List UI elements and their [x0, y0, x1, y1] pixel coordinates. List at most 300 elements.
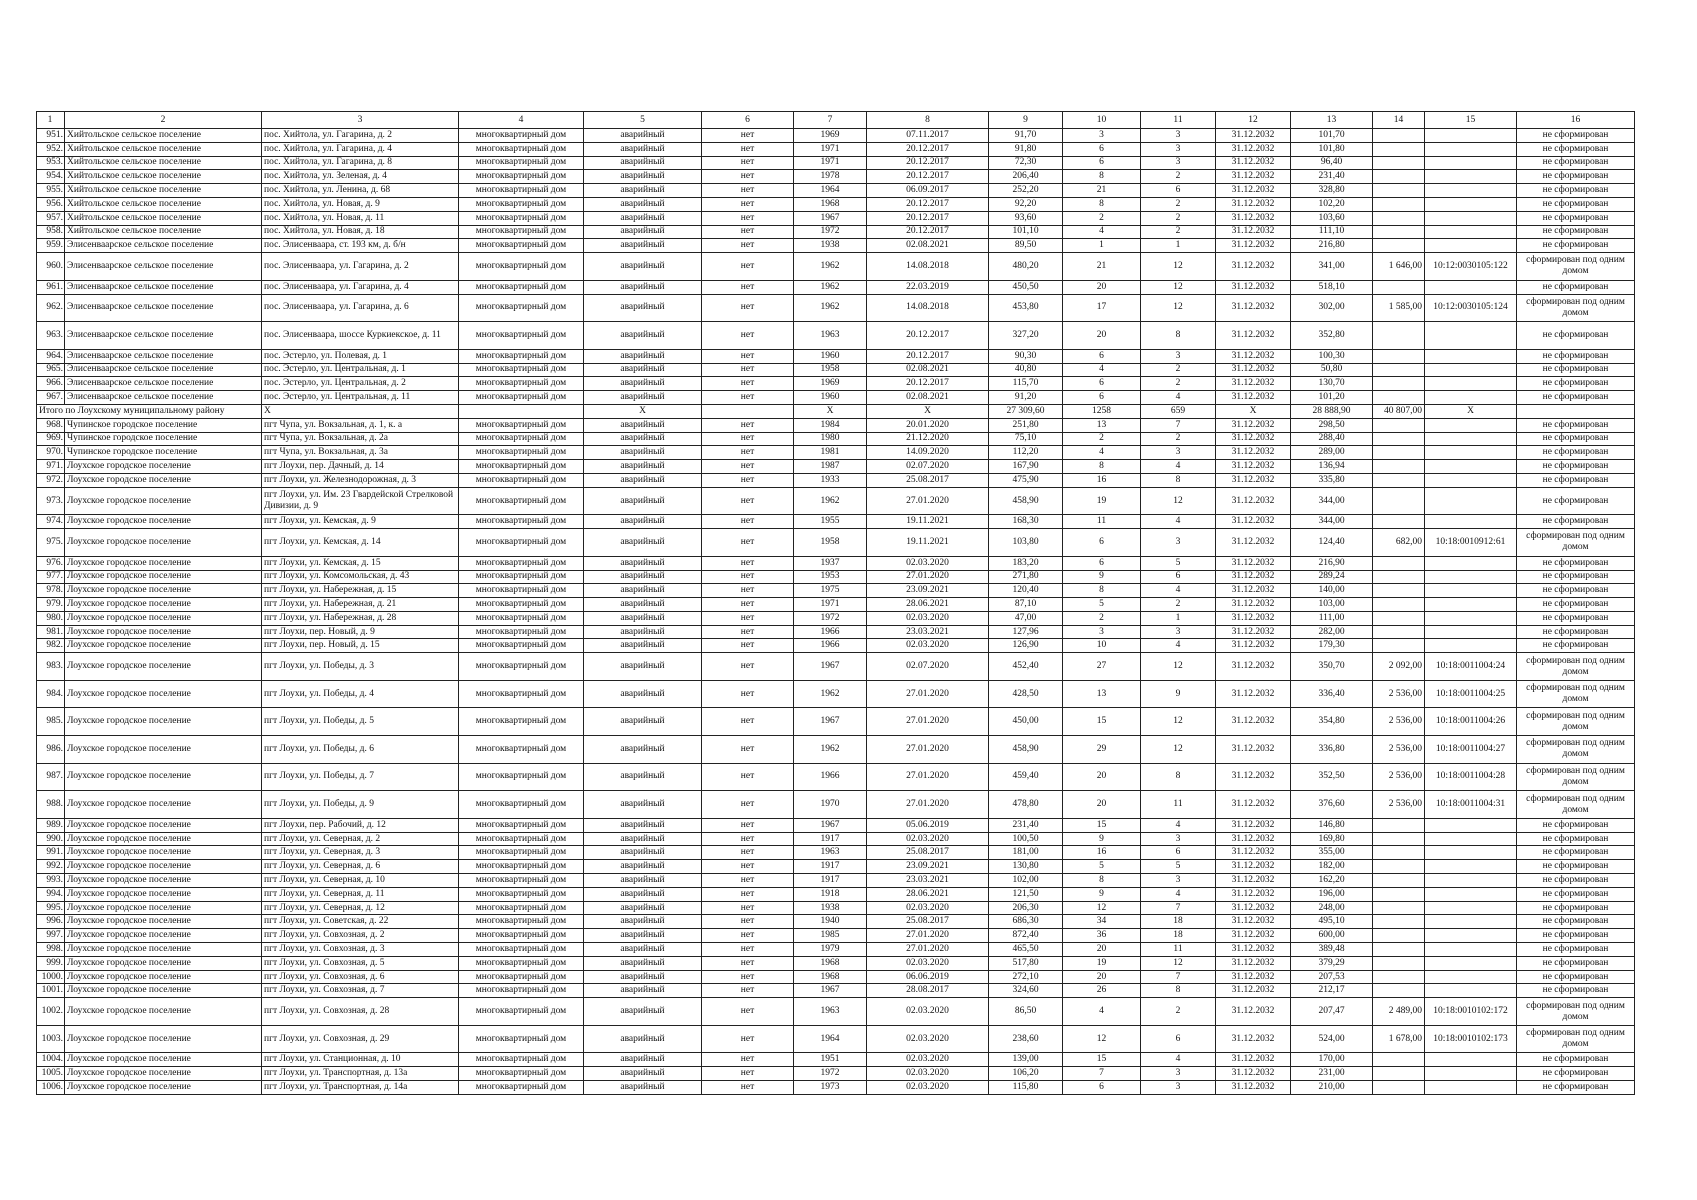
table-cell [1373, 571, 1425, 585]
table-row [37, 1067, 1635, 1081]
table-cell: 972. [37, 474, 65, 488]
table-cell: 31.12.2032 [1216, 281, 1291, 295]
table-cell: 1951 [794, 1053, 867, 1067]
table-cell: многоквартирный дом [459, 874, 584, 888]
table-cell: пгт Лоухи, ул. Совхозная, д. 5 [262, 957, 459, 971]
table-cell: многоквартирный дом [459, 515, 584, 529]
table-cell: 993. [37, 874, 65, 888]
table-cell: пос. Хийтола, ул. Зеленая, д. 4 [262, 170, 459, 184]
table-cell: 34 [1063, 915, 1141, 929]
table-cell: 02.07.2020 [867, 653, 989, 681]
table-cell: 12 [1141, 957, 1216, 971]
table-cell [1373, 460, 1425, 474]
table-cell: 20.12.2017 [867, 322, 989, 350]
table-cell [1425, 639, 1517, 653]
table-cell: многоквартирный дом [459, 764, 584, 792]
table-cell: не сформирован [1517, 364, 1635, 378]
table-cell: 289,24 [1291, 571, 1373, 585]
table-cell: 23.09.2021 [867, 860, 989, 874]
table-cell: пгт Лоухи, ул. Совхозная, д. 7 [262, 984, 459, 998]
table-cell: 02.03.2020 [867, 639, 989, 653]
table-cell: 14.08.2018 [867, 253, 989, 281]
table-cell: 8 [1141, 764, 1216, 792]
table-cell [1373, 860, 1425, 874]
table-cell: 954. [37, 170, 65, 184]
table-cell: 1973 [794, 1081, 867, 1095]
table-cell: Лоухское городское поселение [65, 653, 262, 681]
table-row [37, 474, 1635, 488]
table-cell: пгт Лоухи, ул. Победы, д. 9 [262, 791, 459, 819]
table-cell: 2 536,00 [1373, 764, 1425, 792]
table-cell: сформирован под одним домом [1517, 764, 1635, 792]
table-cell: Лоухское городское поселение [65, 943, 262, 957]
table-cell: 3 [1141, 626, 1216, 640]
table-row [37, 212, 1635, 226]
table-cell: 10:18:0011004:28 [1425, 764, 1517, 792]
table-cell [1373, 1053, 1425, 1067]
table-cell: 31.12.2032 [1216, 915, 1291, 929]
table-cell: многоквартирный дом [459, 239, 584, 253]
table-cell: 31.12.2032 [1216, 833, 1291, 847]
table-cell: 458,90 [989, 736, 1063, 764]
table-cell: 959. [37, 239, 65, 253]
table-cell: многоквартирный дом [459, 915, 584, 929]
table-cell: 02.08.2021 [867, 391, 989, 405]
table-cell: 20.12.2017 [867, 212, 989, 226]
table-cell: не сформирован [1517, 1081, 1635, 1095]
table-cell: 31.12.2032 [1216, 888, 1291, 902]
table-cell: 1 [1141, 239, 1216, 253]
table-cell: 1962 [794, 253, 867, 281]
table-cell: многоквартирный дом [459, 846, 584, 860]
table-cell: 975. [37, 529, 65, 557]
table-cell: нет [702, 860, 794, 874]
table-cell: 1967 [794, 819, 867, 833]
table-cell: многоквартирный дом [459, 998, 584, 1026]
table-cell: 1967 [794, 708, 867, 736]
table-cell: 27.01.2020 [867, 929, 989, 943]
table-cell [1373, 170, 1425, 184]
table-cell: 324,60 [989, 984, 1063, 998]
table-cell: аварийный [584, 957, 702, 971]
table-cell: 28.06.2021 [867, 598, 989, 612]
table-cell: Лоухское городское поселение [65, 860, 262, 874]
table-cell: многоквартирный дом [459, 350, 584, 364]
table-cell: 991. [37, 846, 65, 860]
table-cell: 982. [37, 639, 65, 653]
table-cell: 12 [1141, 653, 1216, 681]
table-cell: 47,00 [989, 612, 1063, 626]
table-cell: Лоухское городское поселение [65, 1067, 262, 1081]
table-cell: нет [702, 915, 794, 929]
table-row [37, 446, 1635, 460]
table-cell: не сформирован [1517, 612, 1635, 626]
table-cell: нет [702, 1053, 794, 1067]
table-cell: 31.12.2032 [1216, 1053, 1291, 1067]
table-cell: нет [702, 157, 794, 171]
table-cell: 4 [1063, 226, 1141, 240]
table-cell [1425, 391, 1517, 405]
table-cell: 91,20 [989, 391, 1063, 405]
total-label: Итого по Лоухскому муниципальному району [37, 405, 262, 419]
table-cell: Лоухское городское поселение [65, 1053, 262, 1067]
table-cell: сформирован под одним домом [1517, 295, 1635, 323]
table-cell: 20 [1063, 791, 1141, 819]
table-cell: Лоухское городское поселение [65, 736, 262, 764]
table-cell: 336,80 [1291, 736, 1373, 764]
table-cell: многоквартирный дом [459, 571, 584, 585]
table-cell: 1006. [37, 1081, 65, 1095]
table-row [37, 170, 1635, 184]
table-row [37, 377, 1635, 391]
table-cell [1425, 322, 1517, 350]
table-cell: 475,90 [989, 474, 1063, 488]
table-cell: многоквартирный дом [459, 1026, 584, 1054]
table-cell: 02.03.2020 [867, 833, 989, 847]
table-row [37, 888, 1635, 902]
table-cell: 16 [1063, 846, 1141, 860]
table-header-row [37, 112, 1635, 129]
table-row [37, 1026, 1635, 1054]
table-cell: многоквартирный дом [459, 433, 584, 447]
table-cell: 989. [37, 819, 65, 833]
table-cell: 111,00 [1291, 612, 1373, 626]
table-cell: 26 [1063, 984, 1141, 998]
table-cell: 31.12.2032 [1216, 1026, 1291, 1054]
table-header-cell: 13 [1291, 112, 1373, 129]
table-cell: Лоухское городское поселение [65, 833, 262, 847]
table-cell: 20.12.2017 [867, 377, 989, 391]
table-cell: аварийный [584, 212, 702, 226]
table-cell: 183,20 [989, 557, 1063, 571]
table-cell: Лоухское городское поселение [65, 529, 262, 557]
table-cell: 31.12.2032 [1216, 1081, 1291, 1095]
table-cell: 210,00 [1291, 1081, 1373, 1095]
table-cell: 212,17 [1291, 984, 1373, 998]
table-cell: 872,40 [989, 929, 1063, 943]
table-cell: 994. [37, 888, 65, 902]
table-cell: 11 [1063, 515, 1141, 529]
table-cell: 6 [1063, 350, 1141, 364]
table-cell: 06.06.2019 [867, 971, 989, 985]
table-cell [1425, 626, 1517, 640]
table-header-cell: 15 [1425, 112, 1517, 129]
table-cell: 1258 [1063, 405, 1141, 419]
table-cell: 207,53 [1291, 971, 1373, 985]
table-cell: 21.12.2020 [867, 433, 989, 447]
table-cell: аварийный [584, 253, 702, 281]
table-cell: нет [702, 874, 794, 888]
table-cell: многоквартирный дом [459, 1067, 584, 1081]
table-cell: 93,60 [989, 212, 1063, 226]
table-cell: Элисенваарское сельское поселение [65, 350, 262, 364]
table-cell: 987. [37, 764, 65, 792]
table-cell: пос. Эстерло, ул. Центральная, д. 2 [262, 377, 459, 391]
table-cell: Лоухское городское поселение [65, 1081, 262, 1095]
table-cell: 376,60 [1291, 791, 1373, 819]
table-cell: нет [702, 612, 794, 626]
table-cell: 3 [1141, 157, 1216, 171]
table-cell: многоквартирный дом [459, 1081, 584, 1095]
table-cell: 100,50 [989, 833, 1063, 847]
table-cell: 90,30 [989, 350, 1063, 364]
table-cell: 31.12.2032 [1216, 681, 1291, 709]
table-cell [1425, 433, 1517, 447]
table-cell: Лоухское городское поселение [65, 681, 262, 709]
table-cell: 2 [1141, 212, 1216, 226]
table-cell: пгт Чупа, ул. Вокзальная, д. 3а [262, 446, 459, 460]
table-row [37, 929, 1635, 943]
table-cell: аварийный [584, 157, 702, 171]
table-cell: не сформирован [1517, 888, 1635, 902]
table-cell: 248,00 [1291, 902, 1373, 916]
table-cell: нет [702, 943, 794, 957]
table-cell [1373, 350, 1425, 364]
table-cell [1373, 846, 1425, 860]
table-cell: пос. Хийтола, ул. Новая, д. 9 [262, 198, 459, 212]
table-cell: 6 [1063, 377, 1141, 391]
table-cell: аварийный [584, 819, 702, 833]
table-row [37, 322, 1635, 350]
table-cell: 1003. [37, 1026, 65, 1054]
table-cell: нет [702, 460, 794, 474]
table-cell [1373, 377, 1425, 391]
table-cell: 344,00 [1291, 515, 1373, 529]
table-row [37, 198, 1635, 212]
table-cell [1373, 239, 1425, 253]
table-cell: многоквартирный дом [459, 474, 584, 488]
table-cell: сформирован под одним домом [1517, 998, 1635, 1026]
table-cell: 1964 [794, 184, 867, 198]
table-cell: 956. [37, 198, 65, 212]
table-cell: 31.12.2032 [1216, 598, 1291, 612]
table-cell: 02.03.2020 [867, 957, 989, 971]
table-row [37, 419, 1635, 433]
table-cell [1425, 350, 1517, 364]
table-cell: 9 [1063, 888, 1141, 902]
table-cell: Лоухское городское поселение [65, 639, 262, 653]
table-cell: 4 [1141, 460, 1216, 474]
table-cell: Лоухское городское поселение [65, 957, 262, 971]
table-cell: не сформирован [1517, 198, 1635, 212]
table-cell: пгт Лоухи, ул. Кемская, д. 14 [262, 529, 459, 557]
table-cell: пос. Хийтола, ул. Новая, д. 11 [262, 212, 459, 226]
table-cell: 4 [1141, 639, 1216, 653]
table-cell: 19 [1063, 488, 1141, 516]
table-cell: Лоухское городское поселение [65, 984, 262, 998]
table-cell: Лоухское городское поселение [65, 488, 262, 516]
table-cell: Х [1216, 405, 1291, 419]
table-cell: 282,00 [1291, 626, 1373, 640]
table-row [37, 143, 1635, 157]
table-cell: Лоухское городское поселение [65, 474, 262, 488]
table-cell: пгт Лоухи, ул. Станционная, д. 10 [262, 1053, 459, 1067]
table-cell: 964. [37, 350, 65, 364]
table-cell: 2 [1141, 364, 1216, 378]
table-cell: нет [702, 488, 794, 516]
table-cell: 21 [1063, 184, 1141, 198]
table-cell [1373, 474, 1425, 488]
table-cell: пгт Лоухи, ул. Кемская, д. 15 [262, 557, 459, 571]
table-cell: Лоухское городское поселение [65, 888, 262, 902]
table-cell: 31.12.2032 [1216, 626, 1291, 640]
table-cell: 75,10 [989, 433, 1063, 447]
table-cell: аварийный [584, 515, 702, 529]
table-cell [1425, 226, 1517, 240]
table-cell: аварийный [584, 377, 702, 391]
table-cell: 524,00 [1291, 1026, 1373, 1054]
table-cell [1373, 281, 1425, 295]
table-cell: 31.12.2032 [1216, 433, 1291, 447]
table-cell: пос. Элисенваара, ст. 193 км, д. б/н [262, 239, 459, 253]
table-cell: 130,70 [1291, 377, 1373, 391]
table-cell: 115,70 [989, 377, 1063, 391]
table-cell: 207,47 [1291, 998, 1373, 1026]
table-cell [459, 405, 584, 419]
table-cell [1425, 239, 1517, 253]
table-cell: не сформирован [1517, 571, 1635, 585]
table-cell: аварийный [584, 1067, 702, 1081]
table-cell: 5 [1141, 557, 1216, 571]
table-cell: многоквартирный дом [459, 226, 584, 240]
table-cell: 20.01.2020 [867, 419, 989, 433]
table-cell: Элисенваарское сельское поселение [65, 322, 262, 350]
table-cell: нет [702, 1081, 794, 1095]
table-cell: 10:12:0030105:122 [1425, 253, 1517, 281]
table-cell: 31.12.2032 [1216, 874, 1291, 888]
table-cell: 251,80 [989, 419, 1063, 433]
table-cell: пгт Лоухи, ул. Им. 23 Гвардейской Стрелковой Дивизии, д. 9 [262, 488, 459, 516]
table-cell: 1 646,00 [1373, 253, 1425, 281]
table-cell: пгт Лоухи, ул. Транспортная, д. 13а [262, 1067, 459, 1081]
table-cell: 2 [1141, 170, 1216, 184]
table-cell [1425, 281, 1517, 295]
table-cell: 998. [37, 943, 65, 957]
table-cell: 1917 [794, 874, 867, 888]
table-cell: 02.03.2020 [867, 998, 989, 1026]
table-row [37, 984, 1635, 998]
table-cell: 2 536,00 [1373, 791, 1425, 819]
table-cell: 91,70 [989, 129, 1063, 143]
table-cell [1373, 212, 1425, 226]
table-cell: нет [702, 846, 794, 860]
table-cell: 973. [37, 488, 65, 516]
table-cell: Лоухское городское поселение [65, 902, 262, 916]
table-cell [1425, 557, 1517, 571]
table-cell: многоквартирный дом [459, 322, 584, 350]
table-cell: не сформирован [1517, 626, 1635, 640]
table-cell: 1937 [794, 557, 867, 571]
table-header-cell: 14 [1373, 112, 1425, 129]
table-cell: 971. [37, 460, 65, 474]
table-cell: 31.12.2032 [1216, 736, 1291, 764]
table-cell: 162,20 [1291, 874, 1373, 888]
table-cell: многоквартирный дом [459, 736, 584, 764]
table-cell: 169,80 [1291, 833, 1373, 847]
table-cell: 112,20 [989, 446, 1063, 460]
table-cell: аварийный [584, 874, 702, 888]
table-cell: 1966 [794, 626, 867, 640]
table-cell: 19.11.2021 [867, 529, 989, 557]
table-cell: 459,40 [989, 764, 1063, 792]
table-cell: не сформирован [1517, 391, 1635, 405]
table-row [37, 819, 1635, 833]
table-cell: Лоухское городское поселение [65, 764, 262, 792]
table-cell: 1938 [794, 239, 867, 253]
table-cell: 31.12.2032 [1216, 391, 1291, 405]
table-cell: 1984 [794, 419, 867, 433]
table-row [37, 226, 1635, 240]
table-cell: 231,40 [1291, 170, 1373, 184]
table-cell: 05.06.2019 [867, 819, 989, 833]
table-cell: не сформирован [1517, 598, 1635, 612]
table-cell: Чупинское городское поселение [65, 446, 262, 460]
table-cell: 103,60 [1291, 212, 1373, 226]
table-cell: 179,30 [1291, 639, 1373, 653]
table-cell [1425, 157, 1517, 171]
table-cell: Лоухское городское поселение [65, 612, 262, 626]
table-cell: многоквартирный дом [459, 184, 584, 198]
table-cell: 10:18:0010102:173 [1425, 1026, 1517, 1054]
table-cell [1425, 971, 1517, 985]
table-cell: пгт Лоухи, пер. Дачный, д. 14 [262, 460, 459, 474]
table-cell [1425, 571, 1517, 585]
table-cell [1425, 474, 1517, 488]
table-cell [1373, 226, 1425, 240]
table-cell: 02.03.2020 [867, 1067, 989, 1081]
table-cell: 12 [1063, 1026, 1141, 1054]
table-cell: Лоухское городское поселение [65, 846, 262, 860]
table-cell: нет [702, 598, 794, 612]
table-cell: 1962 [794, 681, 867, 709]
table-cell: 1917 [794, 860, 867, 874]
table-cell: 31.12.2032 [1216, 653, 1291, 681]
table-cell: 3 [1141, 874, 1216, 888]
table-cell: 271,80 [989, 571, 1063, 585]
table-cell: Лоухское городское поселение [65, 460, 262, 474]
table-cell: 1004. [37, 1053, 65, 1067]
table-cell: не сформирован [1517, 446, 1635, 460]
table-cell: нет [702, 377, 794, 391]
table-cell: Хийтольское сельское поселение [65, 129, 262, 143]
table-cell: Хийтольское сельское поселение [65, 184, 262, 198]
table-cell: пгт Лоухи, ул. Северная, д. 3 [262, 846, 459, 860]
table-cell [1373, 143, 1425, 157]
table-cell: Элисенваарское сельское поселение [65, 295, 262, 323]
table-cell: 20.12.2017 [867, 198, 989, 212]
table-cell: Чупинское городское поселение [65, 433, 262, 447]
table-cell: аварийный [584, 681, 702, 709]
table-cell: 5 [1141, 860, 1216, 874]
table-cell: 27.01.2020 [867, 943, 989, 957]
table-cell: 23.03.2021 [867, 874, 989, 888]
table-cell: 27.01.2020 [867, 736, 989, 764]
table-cell: 969. [37, 433, 65, 447]
table-cell: 124,40 [1291, 529, 1373, 557]
table-cell: 1966 [794, 764, 867, 792]
table-cell: 27.01.2020 [867, 791, 989, 819]
table-cell: пос. Эстерло, ул. Полевая, д. 1 [262, 350, 459, 364]
table-cell: 31.12.2032 [1216, 350, 1291, 364]
table-cell: 1962 [794, 281, 867, 295]
table-cell: не сформирован [1517, 460, 1635, 474]
table-cell: 31.12.2032 [1216, 253, 1291, 281]
table-cell: 2 [1141, 198, 1216, 212]
table-row [37, 764, 1635, 792]
table-cell: 29 [1063, 736, 1141, 764]
table-cell: нет [702, 584, 794, 598]
table-cell: 6 [1063, 143, 1141, 157]
